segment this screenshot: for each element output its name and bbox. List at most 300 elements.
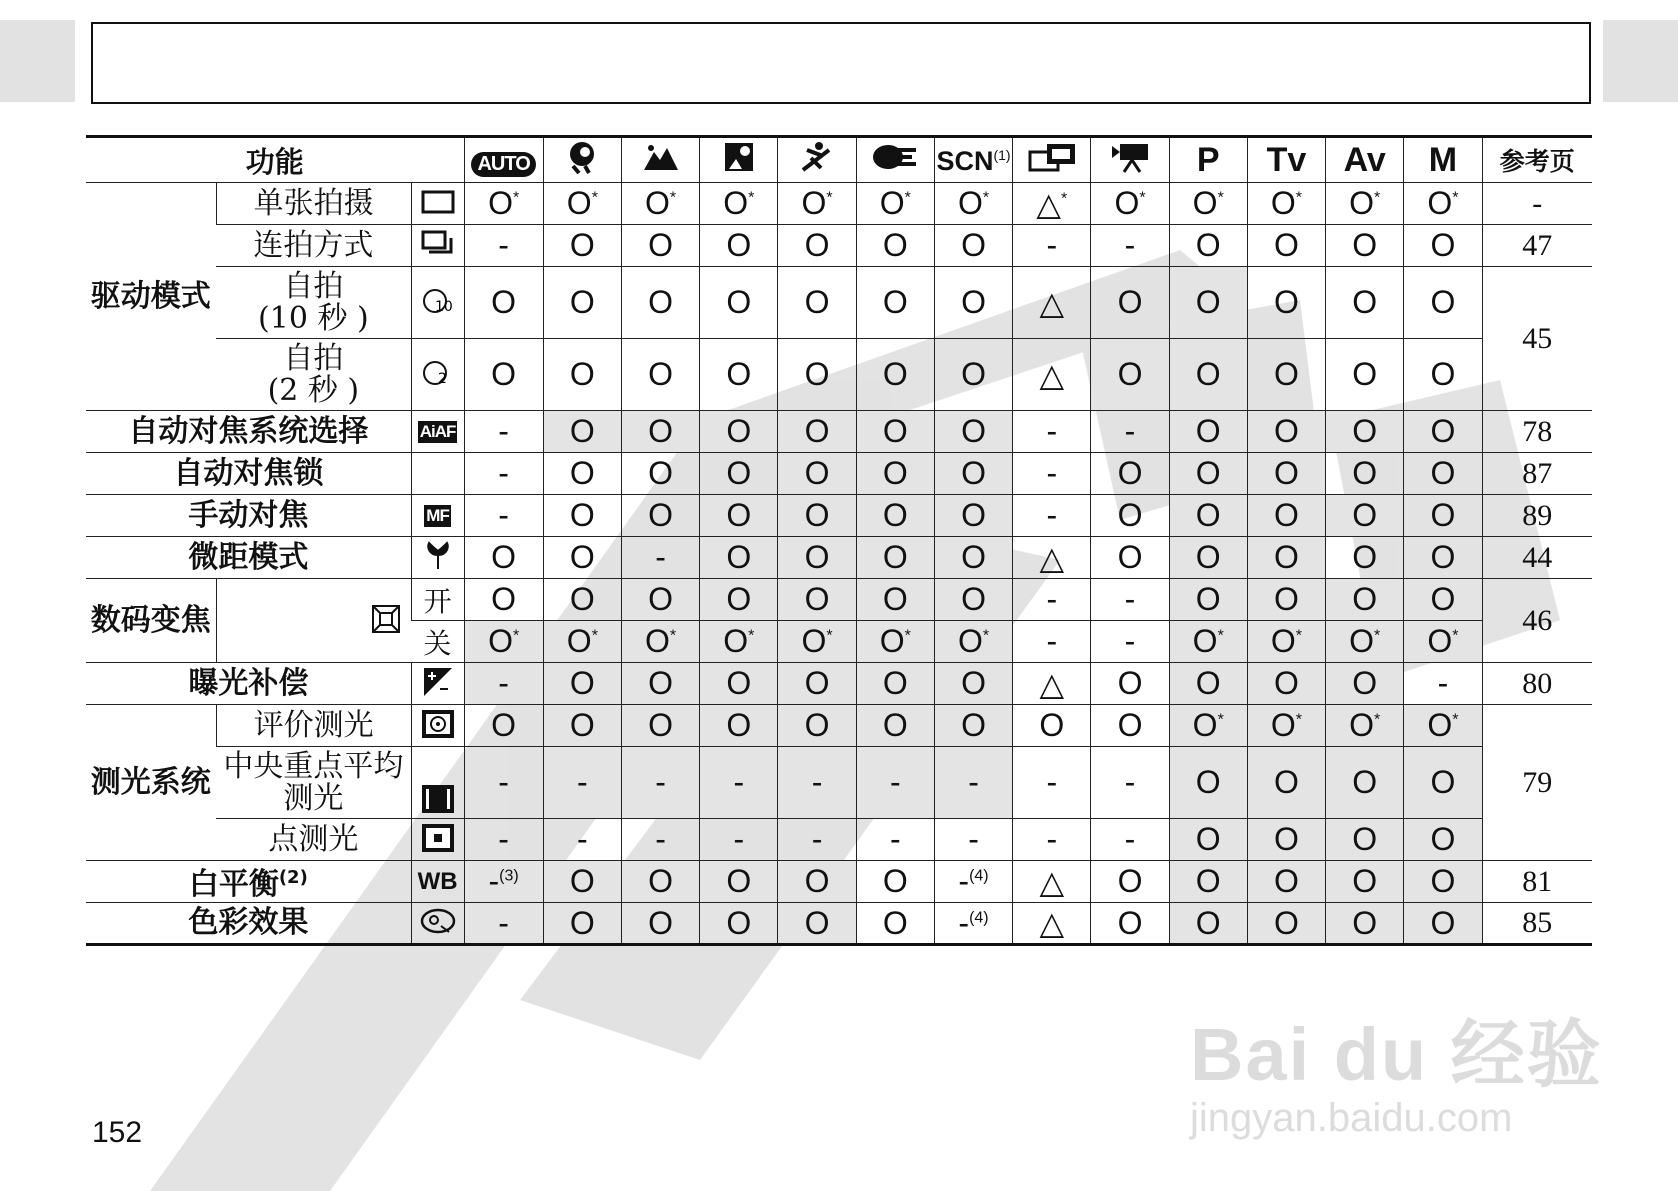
mode-value-cell: O	[1247, 453, 1325, 495]
mode-value-cell: O*	[700, 621, 778, 663]
mode-value-cell: O*	[1326, 183, 1404, 225]
table-row	[86, 267, 1592, 339]
mode-value-cell: O	[1091, 537, 1169, 579]
portrait-mode-icon	[565, 148, 599, 181]
mode-value-cell: O	[856, 267, 934, 339]
mode-value-cell: -	[621, 747, 699, 819]
mode-value-cell: O	[778, 579, 856, 621]
mode-column-header	[621, 137, 699, 183]
function-availability-table	[86, 135, 1592, 946]
mode-value-cell: O	[1169, 903, 1247, 945]
reference-page-cell: 87	[1482, 453, 1592, 495]
reference-page-cell: 78	[1482, 411, 1592, 453]
function-icon-cell	[411, 339, 464, 411]
mode-value-cell: O	[543, 411, 621, 453]
mode-value-cell: -$^{(4)}$	[934, 861, 1012, 903]
aiaf-icon: AiAF	[419, 421, 456, 441]
mode-value-cell: O	[1013, 705, 1091, 747]
mode-value-cell: O	[700, 453, 778, 495]
mode-value-cell: -	[543, 747, 621, 819]
function-icon-cell	[411, 819, 464, 861]
mode-value-cell: O	[1404, 411, 1482, 453]
mode-value-cell: O	[1169, 453, 1247, 495]
sub-function-label: 点测光	[216, 819, 411, 861]
single-shot-icon	[421, 189, 455, 219]
mode-value-cell: O	[1091, 861, 1169, 903]
sub-function-label: 单张拍摄	[216, 183, 411, 225]
mode-value-cell: O	[1247, 663, 1325, 705]
mode-value-cell: O	[1404, 819, 1482, 861]
mode-value-cell: O	[700, 861, 778, 903]
mode-value-cell: O	[778, 861, 856, 903]
mode-value-cell: -	[543, 819, 621, 861]
mode-value-cell: O	[621, 267, 699, 339]
mode-value-cell: -	[1013, 495, 1091, 537]
mode-value-cell: -	[1013, 819, 1091, 861]
mode-value-cell: O	[1247, 267, 1325, 339]
mode-value-cell: O	[856, 537, 934, 579]
mode-value-cell: -	[621, 537, 699, 579]
reference-page-cell: 44	[1482, 537, 1592, 579]
mode-value-cell: O	[700, 267, 778, 339]
mode-value-cell: O	[621, 663, 699, 705]
mode-value-cell: O	[1326, 225, 1404, 267]
mode-value-cell: △	[1013, 861, 1091, 903]
mode-value-cell: O	[543, 705, 621, 747]
self-timer-2-icon	[421, 358, 455, 392]
mode-value-cell: O	[856, 495, 934, 537]
mode-value-cell: -	[1091, 819, 1169, 861]
reference-page-cell: 85	[1482, 903, 1592, 945]
mode-value-cell: O	[621, 411, 699, 453]
mode-value-cell: O	[543, 663, 621, 705]
center-weighted-metering-icon	[421, 784, 455, 818]
mode-value-cell: O	[856, 339, 934, 411]
mode-value-cell: O	[934, 495, 1012, 537]
table-header-row	[86, 137, 1592, 183]
mode-value-cell: O	[1247, 747, 1325, 819]
stitch-assist-mode-icon	[1028, 146, 1076, 179]
function-icon-cell	[411, 495, 464, 537]
mode-value-cell: O	[543, 339, 621, 411]
mode-value-cell: -	[464, 819, 543, 861]
mode-value-cell: -	[1013, 621, 1091, 663]
mode-value-cell: O	[934, 663, 1012, 705]
function-label: 手动对焦	[86, 495, 411, 537]
table-row	[86, 495, 1592, 537]
function-icon-cell	[411, 705, 464, 747]
mode-value-cell: O	[1404, 495, 1482, 537]
mode-value-cell: -	[1091, 747, 1169, 819]
mode-value-cell: O	[1091, 267, 1169, 339]
movie-mode-icon	[1110, 148, 1150, 181]
mode-value-cell: O	[543, 903, 621, 945]
mode-value-cell: O	[1091, 339, 1169, 411]
table-row	[86, 663, 1592, 705]
mode-value-cell: -	[1091, 225, 1169, 267]
reference-page-cell: -	[1482, 183, 1592, 225]
mode-value-cell: -	[1013, 453, 1091, 495]
mode-column-header	[543, 137, 621, 183]
mode-value-cell: O	[700, 579, 778, 621]
mode-value-cell: O	[934, 339, 1012, 411]
mode-value-cell: O	[1247, 579, 1325, 621]
mode-value-cell: O	[543, 267, 621, 339]
mode-column-header	[856, 137, 934, 183]
function-icon-cell	[411, 663, 464, 705]
mode-value-cell: O*	[1404, 621, 1482, 663]
mode-value-cell: O	[1404, 339, 1482, 411]
mode-value-cell: -	[856, 819, 934, 861]
function-icon-cell	[411, 861, 464, 903]
function-label: 白平衡$^{(2)}$	[86, 861, 411, 903]
mode-value-cell: O	[856, 579, 934, 621]
mode-value-cell: O	[856, 861, 934, 903]
mode-value-cell: O	[621, 225, 699, 267]
scene-mode-icon: SCN$^{(1)}$	[936, 145, 1011, 176]
night-scene-mode-icon	[723, 147, 755, 180]
function-icon-cell	[411, 537, 464, 579]
sub-function-label: 评价测光	[216, 705, 411, 747]
mode-value-cell: O*	[934, 183, 1012, 225]
digital-zoom-icon	[371, 604, 401, 638]
mode-value-cell: O	[856, 903, 934, 945]
mode-value-cell: -	[464, 663, 543, 705]
mode-column-header	[1169, 137, 1247, 183]
table-row	[86, 705, 1592, 747]
mode-value-cell: -	[778, 819, 856, 861]
mode-value-cell: O	[778, 663, 856, 705]
table-row	[86, 819, 1592, 861]
mode-column-header	[1247, 137, 1325, 183]
mode-value-cell: O	[1404, 453, 1482, 495]
reference-page-cell: 79	[1482, 705, 1592, 861]
baidu-jingyan-watermark	[1190, 996, 1603, 1141]
mode-value-cell: -$^{(4)}$	[934, 903, 1012, 945]
mode-value-cell: O	[1404, 903, 1482, 945]
mode-value-cell: O*	[464, 183, 543, 225]
mode-value-cell: O	[464, 267, 543, 339]
mode-value-cell: O	[700, 411, 778, 453]
mode-value-cell: O	[464, 705, 543, 747]
function-label: 微距模式	[86, 537, 411, 579]
mode-value-cell: O	[1169, 861, 1247, 903]
digital-zoom-label: 数码变焦	[86, 579, 216, 663]
mode-value-cell: O	[1169, 819, 1247, 861]
mode-value-cell: O*	[1326, 621, 1404, 663]
mode-value-cell: O	[934, 579, 1012, 621]
mode-value-cell: △*	[1013, 183, 1091, 225]
mode-value-cell: O	[1169, 537, 1247, 579]
av-mode: Av	[1343, 140, 1386, 179]
mode-value-cell: O	[1326, 453, 1404, 495]
mode-value-cell: O	[1326, 663, 1404, 705]
mode-value-cell: O	[856, 705, 934, 747]
mode-value-cell: O	[700, 537, 778, 579]
mode-value-cell: O*	[1247, 183, 1325, 225]
metering-label: 测光系统	[86, 705, 216, 861]
function-icon-cell	[411, 183, 464, 225]
mode-value-cell: O	[1326, 411, 1404, 453]
mode-value-cell: -	[934, 819, 1012, 861]
mode-value-cell: O*	[856, 621, 934, 663]
color-effect-icon	[419, 906, 457, 940]
mode-value-cell: O*	[621, 183, 699, 225]
mode-value-cell: -	[464, 411, 543, 453]
mode-value-cell: O	[1091, 663, 1169, 705]
mode-value-cell: O*	[778, 621, 856, 663]
mode-value-cell: O	[1169, 411, 1247, 453]
mode-value-cell: O*	[1169, 705, 1247, 747]
mode-value-cell: O*	[778, 183, 856, 225]
function-label: 自动对焦系统选择	[86, 411, 411, 453]
mode-column-header	[700, 137, 778, 183]
mode-column-header	[1404, 137, 1482, 183]
reference-page-cell: 81	[1482, 861, 1592, 903]
mode-value-cell: O	[1247, 819, 1325, 861]
mode-value-cell: O	[934, 267, 1012, 339]
mode-value-cell: O	[464, 579, 543, 621]
table-row	[86, 453, 1592, 495]
function-icon-cell	[411, 225, 464, 267]
mode-value-cell: O	[700, 705, 778, 747]
mode-value-cell: -	[778, 747, 856, 819]
reference-page-cell: 47	[1482, 225, 1592, 267]
mode-value-cell: O	[1091, 495, 1169, 537]
mode-value-cell: O*	[543, 621, 621, 663]
mode-value-cell: O*	[1169, 621, 1247, 663]
m-mode: M	[1428, 140, 1458, 179]
mode-value-cell: O*	[1404, 183, 1482, 225]
mode-column-header	[464, 137, 543, 183]
sub-function-label: 中央重点平均测光	[216, 747, 411, 819]
mode-column-header	[1013, 137, 1091, 183]
mode-value-cell: -	[1013, 411, 1091, 453]
mode-value-cell: -	[621, 819, 699, 861]
mode-value-cell: O	[543, 453, 621, 495]
function-icon-cell	[411, 411, 464, 453]
mode-value-cell: -	[464, 225, 543, 267]
mode-value-cell: O	[1091, 453, 1169, 495]
mode-value-cell: O	[543, 225, 621, 267]
spot-metering-icon	[421, 823, 455, 857]
mode-value-cell: O	[621, 705, 699, 747]
mode-value-cell: O	[778, 705, 856, 747]
mode-value-cell: O	[1247, 339, 1325, 411]
mode-value-cell: O	[1247, 903, 1325, 945]
reference-page-cell: 89	[1482, 495, 1592, 537]
mode-value-cell: O*	[1247, 621, 1325, 663]
mode-value-cell: O*	[1169, 183, 1247, 225]
mode-value-cell: O*	[621, 621, 699, 663]
mode-value-cell: O	[1326, 495, 1404, 537]
self-timer-10-icon	[421, 286, 455, 320]
reference-page-header: 参考页	[1482, 137, 1592, 183]
mode-value-cell: O	[1326, 579, 1404, 621]
mf-icon: MF	[426, 505, 449, 525]
mode-value-cell: O	[1247, 495, 1325, 537]
mode-value-cell: O	[1326, 819, 1404, 861]
mode-value-cell: O	[778, 537, 856, 579]
mode-value-cell: O	[543, 579, 621, 621]
mode-value-cell: O*	[1326, 705, 1404, 747]
mode-value-cell: O	[934, 537, 1012, 579]
svg-text:10: 10	[434, 298, 453, 315]
mode-value-cell: O*	[543, 183, 621, 225]
mode-value-cell: O	[856, 453, 934, 495]
mode-value-cell: O*	[856, 183, 934, 225]
mode-value-cell: O	[700, 663, 778, 705]
mode-value-cell: O	[1404, 747, 1482, 819]
mode-value-cell: O	[1326, 537, 1404, 579]
sub-function-label: 自拍 (10 秒 )	[216, 267, 411, 339]
mode-value-cell: -	[1013, 747, 1091, 819]
mode-value-cell: O	[934, 705, 1012, 747]
mode-value-cell: O	[1169, 747, 1247, 819]
reference-page-cell: 45	[1482, 267, 1592, 411]
color-effect-mode-icon	[872, 146, 918, 179]
mode-value-cell: -	[856, 747, 934, 819]
mode-value-cell: O	[778, 495, 856, 537]
mode-value-cell: O	[700, 339, 778, 411]
mode-value-cell: O*	[1404, 705, 1482, 747]
mode-value-cell: O*	[934, 621, 1012, 663]
mode-value-cell: O	[778, 339, 856, 411]
mode-value-cell: O	[621, 495, 699, 537]
function-column-header: 功能	[86, 137, 464, 183]
table-row	[86, 183, 1592, 225]
sub-function-label: 连拍方式	[216, 225, 411, 267]
evaluative-metering-icon	[421, 709, 455, 743]
mode-column-header	[934, 137, 1012, 183]
mode-value-cell: △	[1013, 267, 1091, 339]
mode-value-cell: O*	[464, 621, 543, 663]
mode-value-cell: O	[1169, 495, 1247, 537]
mode-value-cell: O	[1404, 861, 1482, 903]
drive-mode-label: 驱动模式	[86, 183, 216, 411]
mode-value-cell: O*	[1091, 183, 1169, 225]
mode-value-cell: O	[934, 411, 1012, 453]
p-mode: P	[1196, 140, 1220, 179]
mode-value-cell: O	[1169, 339, 1247, 411]
mode-value-cell: O	[1169, 225, 1247, 267]
table-row	[86, 579, 1592, 621]
landscape-mode-icon	[643, 146, 679, 179]
mode-value-cell: -	[464, 495, 543, 537]
watermark-main: Bai du 经验	[1190, 1013, 1603, 1096]
mode-value-cell: O	[1247, 537, 1325, 579]
mode-value-cell: O	[621, 903, 699, 945]
mode-value-cell: O	[1091, 705, 1169, 747]
function-label: 曝光补偿	[86, 663, 411, 705]
sports-mode-icon	[799, 148, 835, 181]
wb-icon: WB	[417, 867, 458, 895]
mode-value-cell: O	[700, 225, 778, 267]
mode-value-cell: △	[1013, 663, 1091, 705]
mode-value-cell: O	[464, 537, 543, 579]
mode-column-header	[1326, 137, 1404, 183]
mode-value-cell: O	[1169, 579, 1247, 621]
exposure-comp-icon	[423, 667, 453, 701]
mode-value-cell: O	[1247, 861, 1325, 903]
mode-value-cell: -	[1013, 579, 1091, 621]
function-icon-cell	[411, 453, 464, 495]
mode-value-cell: O	[856, 225, 934, 267]
mode-value-cell: O	[934, 225, 1012, 267]
mode-value-cell: O	[1404, 579, 1482, 621]
function-icon-cell	[411, 747, 464, 819]
mode-value-cell: O	[1091, 903, 1169, 945]
mode-value-cell: O	[1404, 225, 1482, 267]
reference-page-cell: 46	[1482, 579, 1592, 663]
auto-mode-icon: AUTO	[471, 144, 535, 177]
mode-value-cell: O	[700, 495, 778, 537]
mode-value-cell: O*	[1247, 705, 1325, 747]
mode-value-cell: O	[778, 225, 856, 267]
mode-value-cell: △	[1013, 537, 1091, 579]
sub-function-label: 自拍 (2 秒 )	[216, 339, 411, 411]
macro-icon	[423, 541, 453, 575]
mode-value-cell: -	[464, 747, 543, 819]
mode-value-cell: O	[464, 339, 543, 411]
mode-value-cell: O	[700, 903, 778, 945]
function-label: 自动对焦锁	[86, 453, 411, 495]
mode-value-cell: -	[934, 747, 1012, 819]
mode-value-cell: -	[464, 903, 543, 945]
mode-value-cell: △	[1013, 903, 1091, 945]
mode-value-cell: O	[856, 411, 934, 453]
mode-value-cell: O	[934, 453, 1012, 495]
table-row	[86, 411, 1592, 453]
table-row	[86, 537, 1592, 579]
mode-value-cell: -	[700, 819, 778, 861]
mode-value-cell: -	[1404, 663, 1482, 705]
mode-value-cell: O	[778, 267, 856, 339]
mode-value-cell: O	[543, 495, 621, 537]
mode-value-cell: O	[778, 903, 856, 945]
continuous-shot-icon	[421, 230, 455, 262]
mode-value-cell: O	[1326, 903, 1404, 945]
table-row	[86, 903, 1592, 945]
mode-value-cell: O	[1326, 339, 1404, 411]
mode-value-cell: O	[621, 339, 699, 411]
mode-value-cell: O	[856, 663, 934, 705]
mode-value-cell: O	[543, 861, 621, 903]
mode-value-cell: O	[1247, 411, 1325, 453]
svg-text:2: 2	[437, 370, 447, 387]
function-label: 色彩效果	[86, 903, 411, 945]
reference-page-cell: 80	[1482, 663, 1592, 705]
mode-value-cell: △	[1013, 339, 1091, 411]
mode-value-cell: O	[621, 579, 699, 621]
watermark-sub: jingyan.baidu.com	[1190, 1096, 1513, 1140]
function-icon-cell	[216, 579, 411, 663]
table-row	[86, 861, 1592, 903]
zoom-setting-label: 开	[411, 579, 464, 621]
table-row	[86, 339, 1592, 411]
mode-value-cell: O	[1404, 537, 1482, 579]
mode-value-cell: O	[1326, 267, 1404, 339]
mode-value-cell: O	[621, 453, 699, 495]
zoom-setting-label: 关	[411, 621, 464, 663]
mode-value-cell: O	[1169, 663, 1247, 705]
mode-value-cell: O	[1404, 267, 1482, 339]
mode-value-cell: -$^{(3)}$	[464, 861, 543, 903]
mode-value-cell: O	[1326, 747, 1404, 819]
mode-value-cell: O	[778, 453, 856, 495]
mode-value-cell: O	[543, 537, 621, 579]
function-icon-cell	[411, 903, 464, 945]
